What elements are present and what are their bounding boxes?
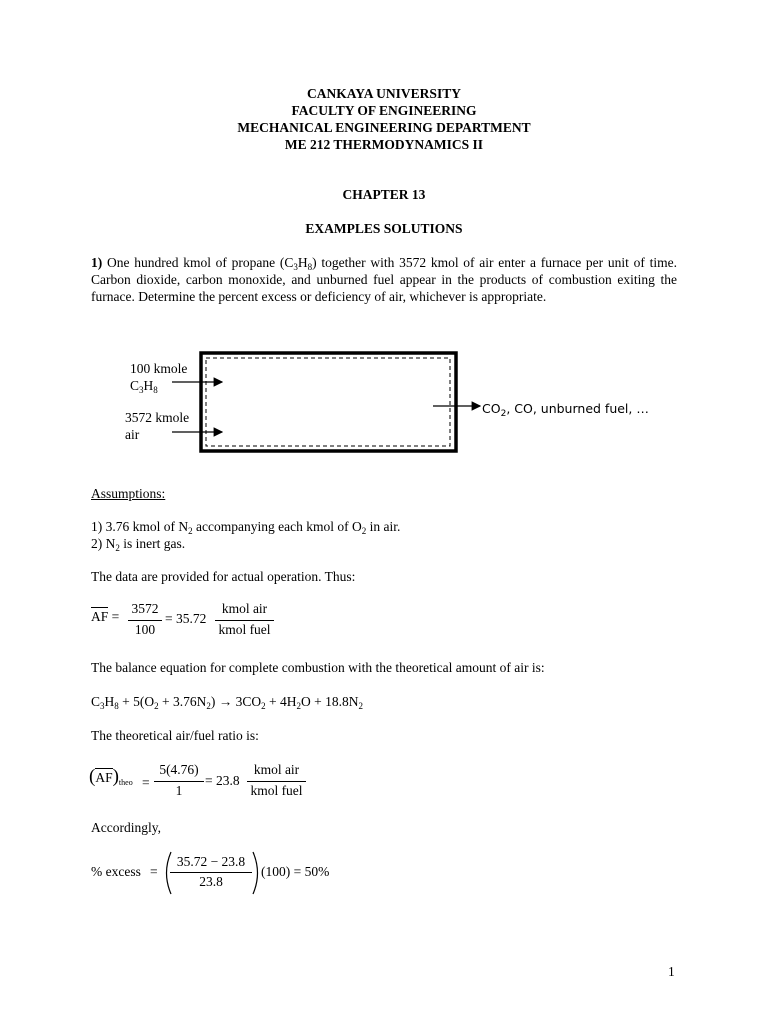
inlet1-amount-label: 100 kmole [130, 361, 188, 376]
inlet1-species-label: $C_3H_8$ [130, 378, 158, 395]
af-equals: = [108, 609, 120, 624]
assumptions-title: Assumptions: [91, 486, 166, 501]
theo-open-paren: ( [89, 766, 96, 787]
af-unit-numerator: kmol air [221, 601, 268, 616]
text-balance-equation: The balance equation for complete combustion with the theoretical amount of air is: [91, 660, 545, 675]
af-numerator: 3572 [131, 601, 159, 616]
excess-result: (100) = 50% [261, 864, 330, 879]
text-accordingly: Accordingly, [91, 820, 161, 835]
theo-numerator: 5(4.76) [159, 762, 199, 777]
combustion-reaction: $C_3H_8 + 5(O_2 + 3.76N_2) \to 3CO_2 + 4H_2O + 18.8N_2$ [91, 694, 363, 711]
theo-lhs-group [89, 766, 133, 788]
text-theoretical-ratio: The theoretical air/fuel ratio is: [91, 728, 259, 743]
af-unit-denominator: kmol fuel [218, 622, 271, 637]
theo-unit-numerator: kmol air [253, 762, 300, 777]
excess-fraction-bar [170, 872, 252, 873]
course-title: ME 212 THERMODYNAMICS II [284, 137, 484, 152]
university-name: CANKAYA UNIVERSITY [307, 86, 461, 101]
excess-numerator: 35.72 − 23.8 [176, 854, 246, 869]
page-number: 1 [668, 964, 675, 979]
faculty-name: FACULTY OF ENGINEERING [291, 103, 477, 118]
theo-equals: = [142, 775, 150, 790]
problem-number: 1) [91, 255, 103, 270]
theo-result: = 23.8 [205, 773, 240, 788]
af-fraction-bar [128, 620, 162, 621]
section-title: EXAMPLES SOLUTIONS [305, 221, 463, 236]
control-volume-boundary [206, 358, 450, 446]
excess-denominator: 23.8 [199, 874, 223, 889]
chapter-title: CHAPTER 13 [342, 187, 426, 202]
theo-lhs: AF [95, 770, 113, 785]
inlet2-amount-label: 3572 kmole [125, 410, 190, 425]
inlet2-species-label: air [125, 427, 140, 442]
theo-subscript: theo [118, 778, 133, 787]
assumption-2: 2) $N_2$ is inert gas. [91, 536, 186, 553]
af-result: = 35.72 [165, 611, 207, 626]
af-unit-bar [215, 620, 274, 621]
assumption-1: 1) 3.76 kmol of $N_2$ accompanying each kmol of $O_2$ in air. [91, 519, 401, 536]
af-lhs-group [91, 609, 119, 625]
outlet-products-label: $CO_2$, CO, unburned fuel, … [482, 401, 649, 419]
problem-statement: 1) One hundred kmol of propane $(C_3H_8)$ together with 3572 kmol of air enter a furnace per unit of time. Carbon dioxide, carbon monoxide, and unburned fuel appear in the products of combustion exiting the furnace. Determine the percent excess or deficiency of air, whichever is appropriate. [91, 255, 677, 304]
af-denominator: 100 [134, 622, 156, 637]
af-lhs: AF [91, 609, 109, 624]
theo-unit-denominator: kmol fuel [250, 783, 303, 798]
excess-equals: = [150, 864, 158, 879]
theo-denominator: 1 [175, 783, 183, 798]
excess-lhs: % excess [91, 864, 141, 879]
theo-close-paren: ) [112, 766, 119, 787]
department-name: MECHANICAL ENGINEERING DEPARTMENT [237, 120, 531, 135]
furnace-outer-box [201, 353, 456, 451]
theo-unit-bar [247, 781, 306, 782]
theo-fraction-bar [154, 781, 204, 782]
text-actual-operation: The data are provided for actual operation. Thus: [91, 569, 356, 584]
